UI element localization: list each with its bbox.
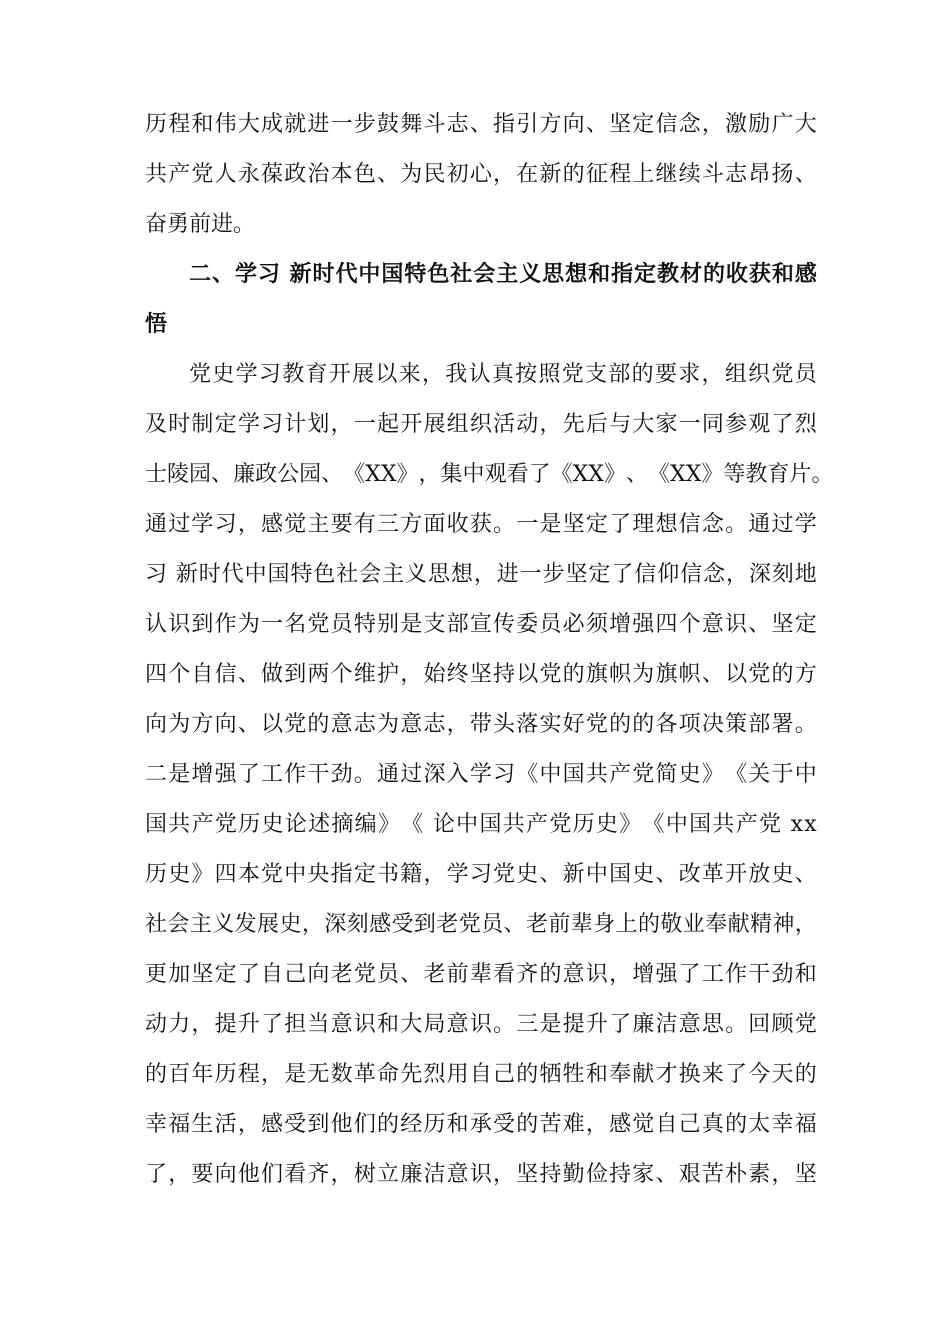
text-line-21: 幸 福 生 活 ， 感 受 到 他 们 的 经 历 和 承 受 的 苦 难 ， 感 觉 自 己 真 的 太 幸 福	[145, 1112, 817, 1137]
text-line-14: 二 是 增 强 了 工 作 干 劲 。 通 过 深 入 学 习 《 中 国 共 产 党 简 史 》 《 关 于 中	[145, 762, 817, 787]
text-line-18: 更 加 坚 定 了 自 己 向 老 党 员 、 老 前 辈 看 齐 的 意 识 ， 增 强 了 工 作 干 劲 和	[145, 962, 817, 987]
text-line-9: 通 过 学 习 ， 感 觉 主 要 有 三 方 面 收 获 。 一 是 坚 定 了 理 想 信 念 。 通 过 学	[145, 512, 817, 537]
section-heading-line-1: 二 、 学 习 新 时 代 中 国 特 色 社 会 主 义 思 想 和 指 定 教 材 的 收 获 和 感	[189, 262, 817, 287]
text-line-16: 历 史 》 四 本 党 中 央 指 定 书 籍 ， 学 习 党 史 、 新 中 国 史 、 改 革 开 放 史 、	[145, 862, 817, 887]
text-line-11: 认 识 到 作 为 一 名 党 员 特 别 是 支 部 宣 传 委 员 必 须 增 强 四 个 意 识 、 坚 定	[145, 612, 817, 637]
text-line-15: 国 共 产 党 历 史 论 述 摘 编 》 《 论 中 国 共 产 党 历 史 》 《 中 国 共 产 党 x x	[145, 812, 817, 837]
text-line-19: 动 力 ， 提 升 了 担 当 意 识 和 大 局 意 识 。 三 是 提 升 了 廉 洁 意 思 。 回 顾 党	[145, 1012, 817, 1037]
text-line-22: 了 ， 要 向 他 们 看 齐 ， 树 立 廉 洁 意 识 ， 坚 持 勤 俭 持 家 、 艰 苦 朴 素 ， 坚	[145, 1162, 817, 1187]
paragraph-first-line: 党 史 学 习 教 育 开 展 以 来 ， 我 认 真 按 照 党 支 部 的 要 求 ， 组 织 党 员	[189, 362, 817, 387]
text-line-13: 向 为 方 向 、 以 党 的 意 志 为 意 志 ， 带 头 落 实 好 党 的 的 各 项 决 策 部 署 。	[145, 712, 817, 737]
text-line-8: 士 陵 园 、 廉 政 公 园 、 《 X X 》 ， 集 中 观 看 了 《 X X 》 、 《 X X 》 等 教 育 片 。	[145, 462, 834, 487]
text-line-7: 及 时 制 定 学 习 计 划 ， 一 起 开 展 组 织 活 动 ， 先 后 与 大 家 一 同 参 观 了 烈	[145, 412, 817, 437]
text-line-3: 奋勇前进。	[145, 212, 256, 237]
text-line-2: 共 产 党 人 永 葆 政 治 本 色 、 为 民 初 心 ， 在 新 的 征 程 上 继 续 斗 志 昂 扬 、	[145, 162, 817, 187]
text-line-20: 的 百 年 历 程 ， 是 无 数 革 命 先 烈 用 自 己 的 牺 牲 和 奉 献 才 换 来 了 今 天 的	[145, 1062, 817, 1087]
text-line-12: 四 个 自 信 、 做 到 两 个 维 护 ， 始 终 坚 持 以 党 的 旗 帜 为 旗 帜 、 以 党 的 方	[145, 662, 817, 687]
text-line-1: 历 程 和 伟 大 成 就 进 一 步 鼓 舞 斗 志 、 指 引 方 向 、 坚 定 信 念 ， 激 励 广 大	[145, 112, 817, 137]
text-line-10: 习 新 时 代 中 国 特 色 社 会 主 义 思 想 ， 进 一 步 坚 定 了 信 仰 信 念 ， 深 刻 地	[145, 562, 817, 587]
text-line-17: 社 会 主 义 发 展 史 ， 深 刻 感 受 到 老 党 员 、 老 前 辈 身 上 的 敬 业 奉 献 精 神 ，	[145, 912, 817, 937]
section-heading-line-2: 悟	[145, 312, 168, 337]
